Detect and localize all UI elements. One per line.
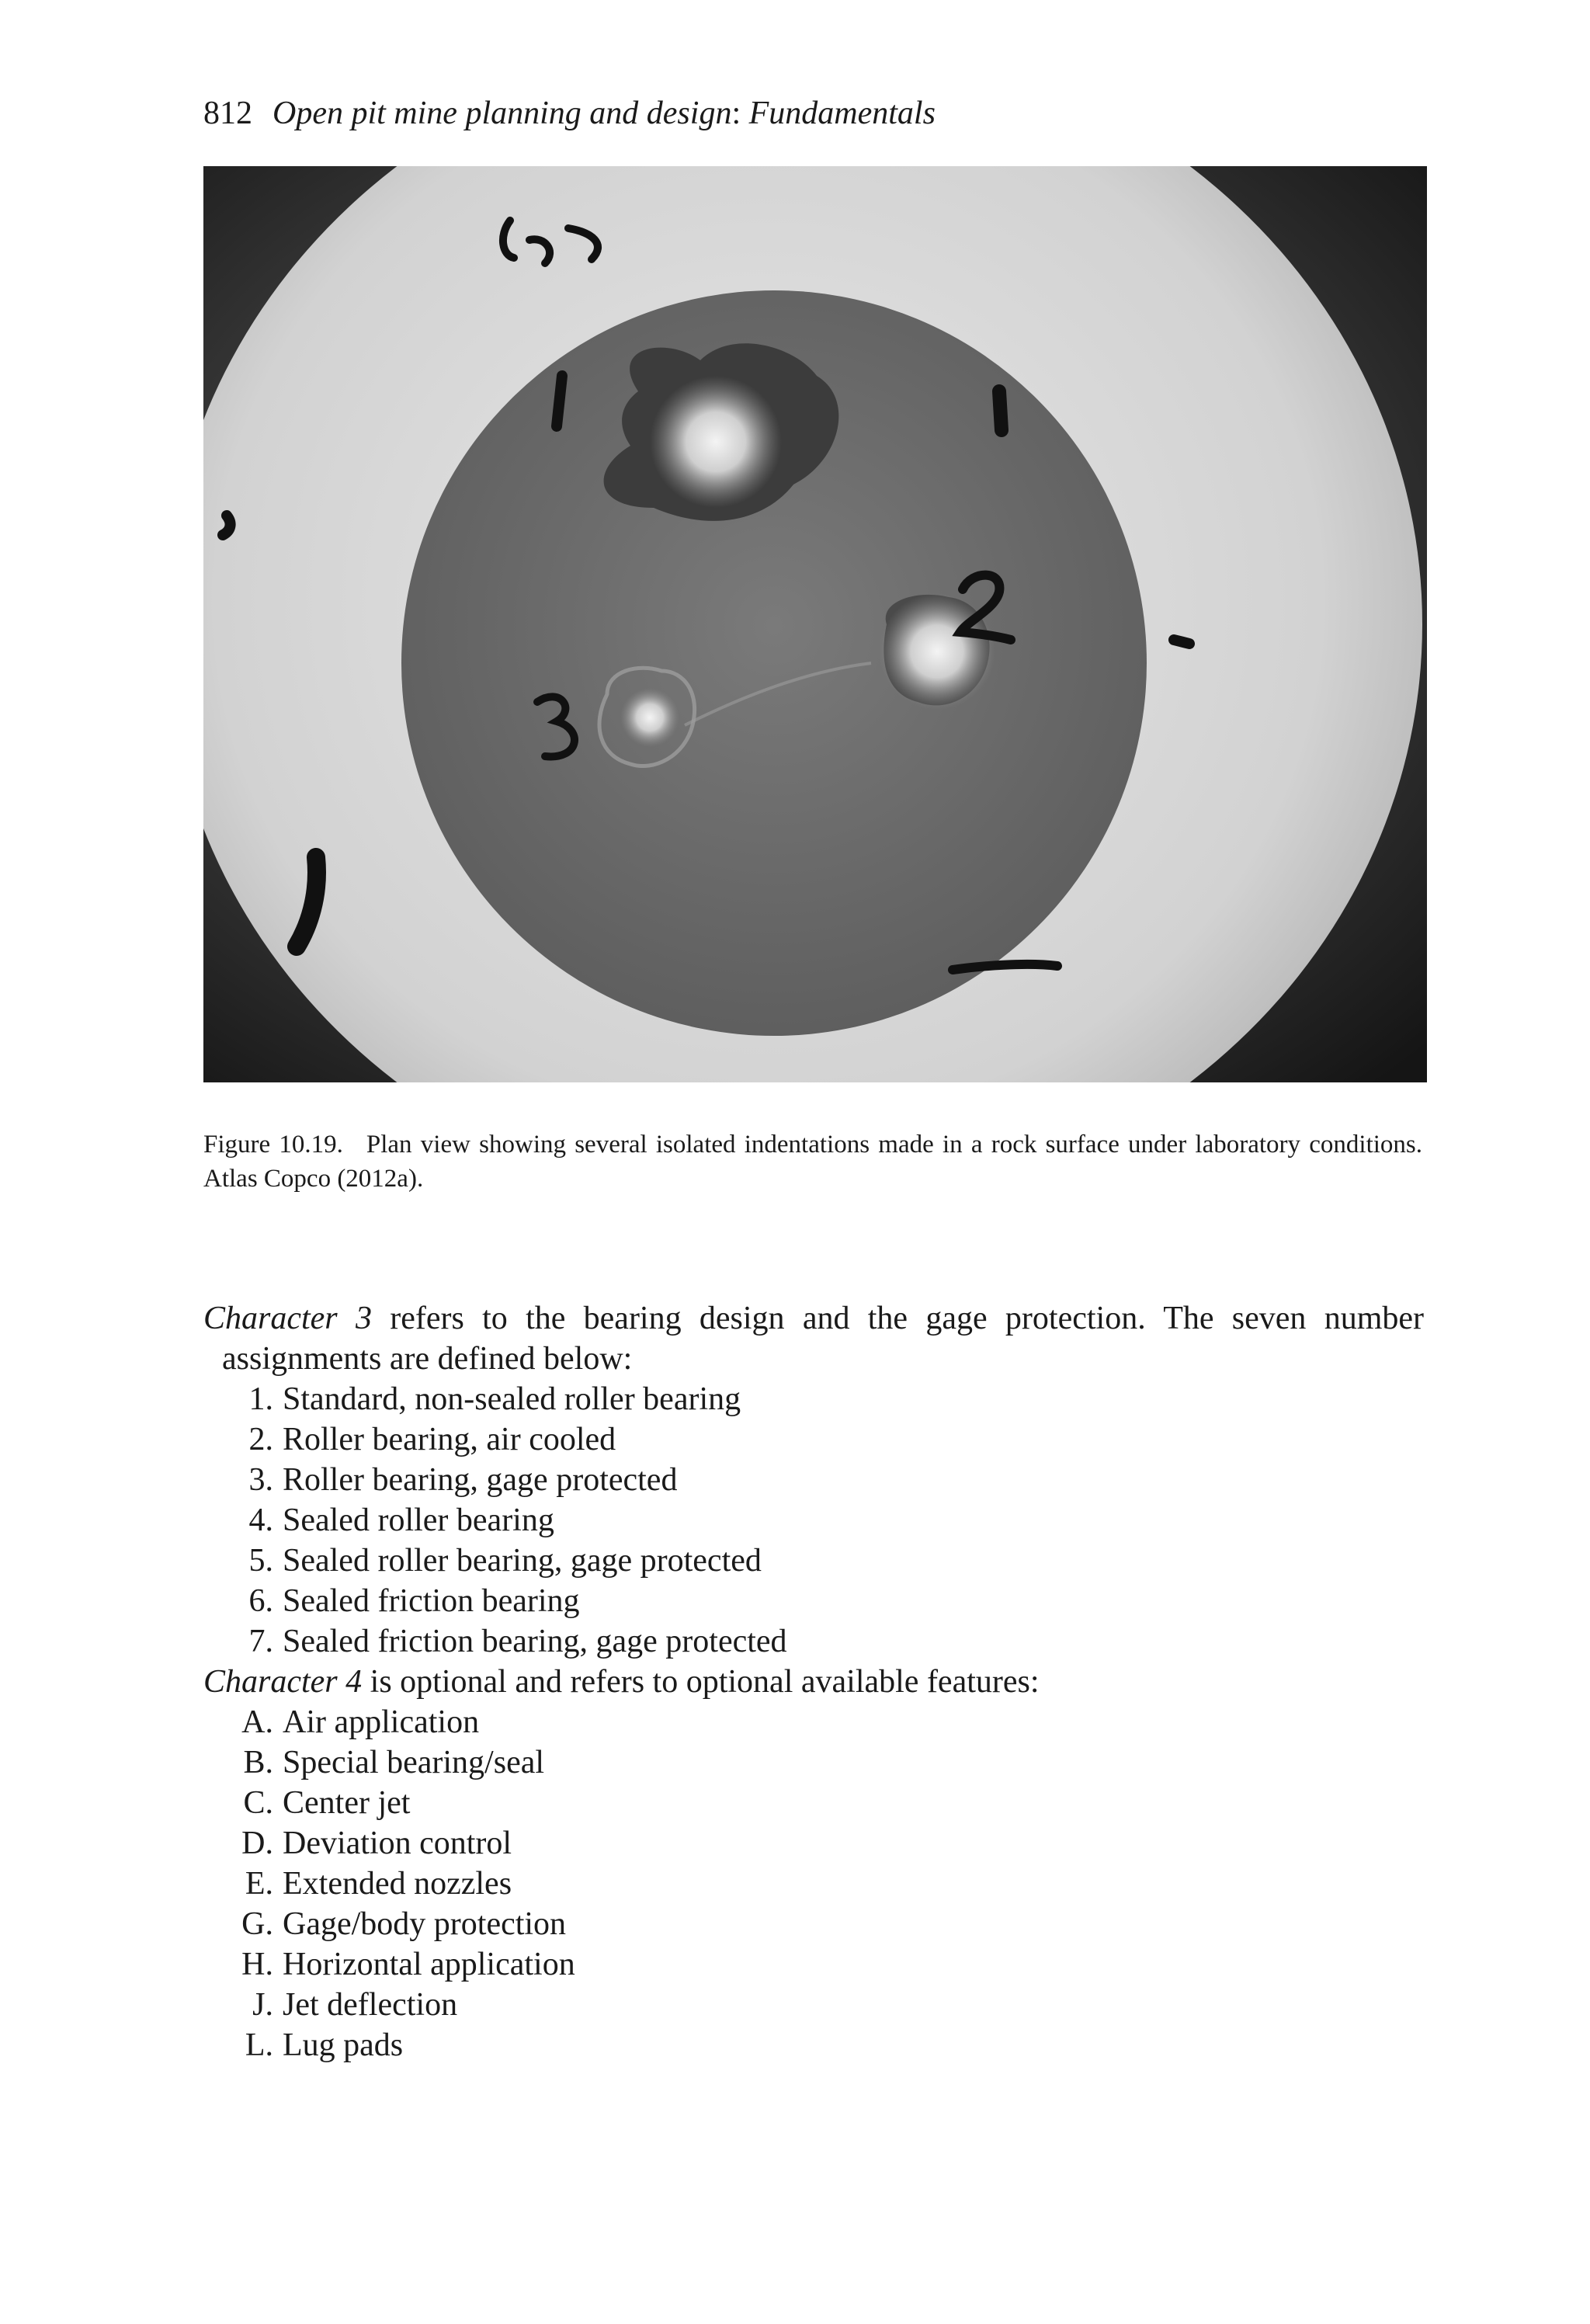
paragraph-character-3 <box>203 1298 1424 1339</box>
list-item: 5. Sealed roller bearing, gage protected <box>248 1543 762 1579</box>
list-item: E. Extended nozzles <box>245 1866 512 1902</box>
list-item: 4. Sealed roller bearing <box>248 1502 554 1538</box>
paragraph1-line1: refers to the bearing design and the gage protection. The seven number <box>371 1301 1425 1336</box>
list-item: 2. Roller bearing, air cooled <box>248 1422 616 1457</box>
figure-caption <box>203 1127 1422 1196</box>
list-item: 3. Roller bearing, gage protected <box>248 1462 678 1498</box>
character-3-term: Character 3 <box>203 1301 372 1336</box>
bearing-design-list <box>203 1379 1424 1662</box>
page-number: 812 <box>203 96 252 131</box>
list-item: 6. Sealed friction bearing <box>248 1583 580 1619</box>
paragraph2-text: is optional and refers to optional available features: <box>362 1664 1040 1700</box>
book-title: Open pit mine planning and design <box>273 96 732 131</box>
figure-photo <box>203 166 1427 1082</box>
list-item: D. Deviation control <box>241 1826 512 1861</box>
caption-label: Figure 10.19. <box>203 1131 343 1159</box>
list-item: A. Air application <box>241 1704 480 1740</box>
character-4-term: Character 4 <box>203 1664 363 1700</box>
list-item: B. Special bearing/seal <box>243 1745 545 1780</box>
list-item: 7. Sealed friction bearing, gage protected <box>248 1624 787 1659</box>
list-item: 1. Standard, non-sealed roller bearing <box>248 1381 741 1417</box>
header-separator: : <box>731 96 749 131</box>
body-text <box>203 1298 1424 2065</box>
paragraph1-line2: assignments are defined below: <box>222 1341 633 1377</box>
list-item: L. Lug pads <box>245 2027 404 2063</box>
rock-sample-image <box>203 166 1427 1082</box>
list-item: C. Center jet <box>243 1785 411 1821</box>
paragraph-character-4 <box>203 1662 1424 1702</box>
list-item: J. Jet deflection <box>252 1987 458 2023</box>
optional-features-list <box>203 1702 1424 2065</box>
caption-text: Plan view showing several isolated indentations made in a rock surface under laboratory conditions. Atlas Copco (2012a). <box>203 1131 1422 1193</box>
list-item: G. Gage/body protection <box>241 1906 567 1942</box>
running-header <box>203 92 936 135</box>
book-subtitle: Fundamentals <box>748 96 936 131</box>
list-item: H. Horizontal application <box>241 1947 575 1982</box>
